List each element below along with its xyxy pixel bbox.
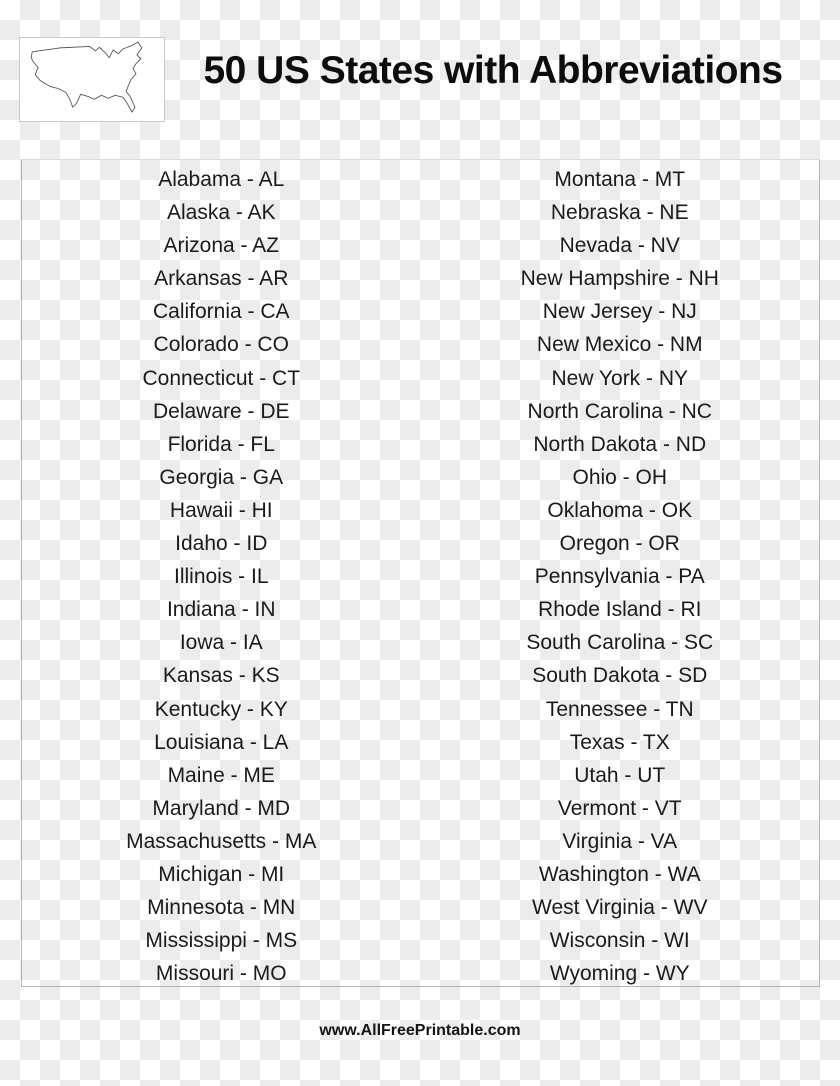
list-item: Delaware - DE xyxy=(152,399,290,423)
states-list xyxy=(21,159,820,987)
list-item: Maryland - MD xyxy=(152,796,291,820)
us-map-outline-icon xyxy=(20,38,164,121)
list-item: Arkansas - AR xyxy=(154,267,289,291)
list-item: Arizona - AZ xyxy=(163,234,280,258)
list-item: Minnesota - MN xyxy=(147,896,296,920)
us-map-image xyxy=(19,37,165,122)
list-item: Rhode Island - RI xyxy=(538,598,702,622)
list-item: Georgia - GA xyxy=(159,465,284,489)
list-item: Alaska - AK xyxy=(166,201,276,225)
list-item: Indiana - IN xyxy=(166,598,276,622)
list-item: Washington - WA xyxy=(538,862,701,886)
list-item: Pennsylvania - PA xyxy=(534,565,705,589)
list-item: Oregon - OR xyxy=(559,532,680,556)
list-item: Tennessee - TN xyxy=(545,697,694,721)
page-title: 50 US States with Abbreviations xyxy=(203,49,783,92)
list-item: Kentucky - KY xyxy=(154,697,288,721)
states-column-right xyxy=(421,160,820,986)
list-item: California - CA xyxy=(152,300,290,324)
list-item: New Mexico - NM xyxy=(536,333,703,357)
list-item: South Carolina - SC xyxy=(526,631,714,655)
list-item: New Hampshire - NH xyxy=(520,267,719,291)
list-item: Illinois - IL xyxy=(173,565,269,589)
list-item: Colorado - CO xyxy=(153,333,289,357)
list-item: Texas - TX xyxy=(569,730,670,754)
list-item: Massachusetts - MA xyxy=(126,829,317,853)
list-item: Wisconsin - WI xyxy=(549,929,690,953)
list-item: Kansas - KS xyxy=(162,664,280,688)
list-item: Nebraska - NE xyxy=(550,201,689,225)
list-item: Iowa - IA xyxy=(179,631,263,655)
list-item: Utah - UT xyxy=(574,763,666,787)
list-item: Vermont - VT xyxy=(557,796,682,820)
list-item: Mississippi - MS xyxy=(145,929,298,953)
list-item: Wyoming - WY xyxy=(549,962,690,986)
states-column-left xyxy=(22,160,421,986)
list-item: Oklahoma - OK xyxy=(547,498,693,522)
list-item: Louisiana - LA xyxy=(154,730,289,754)
list-item: Nevada - NV xyxy=(559,234,680,258)
list-item: Ohio - OH xyxy=(572,465,668,489)
list-item: South Dakota - SD xyxy=(532,664,708,688)
list-item: Montana - MT xyxy=(554,168,686,191)
list-item: Missouri - MO xyxy=(155,962,287,986)
list-item: Michigan - MI xyxy=(158,862,285,886)
list-item: Alabama - AL xyxy=(158,168,285,191)
footer-url: www.AllFreePrintable.com xyxy=(319,1022,521,1039)
list-item: Virginia - VA xyxy=(562,829,678,853)
list-item: Connecticut - CT xyxy=(142,366,301,390)
list-item: Florida - FL xyxy=(167,432,275,456)
list-item: New Jersey - NJ xyxy=(542,300,697,324)
list-item: Hawaii - HI xyxy=(169,498,273,522)
list-item: New York - NY xyxy=(551,366,689,390)
list-item: West Virginia - WV xyxy=(532,896,708,920)
list-item: North Carolina - NC xyxy=(527,399,712,423)
list-item: Maine - ME xyxy=(167,763,275,787)
list-item: Idaho - ID xyxy=(175,532,268,556)
list-item: North Dakota - ND xyxy=(533,432,707,456)
